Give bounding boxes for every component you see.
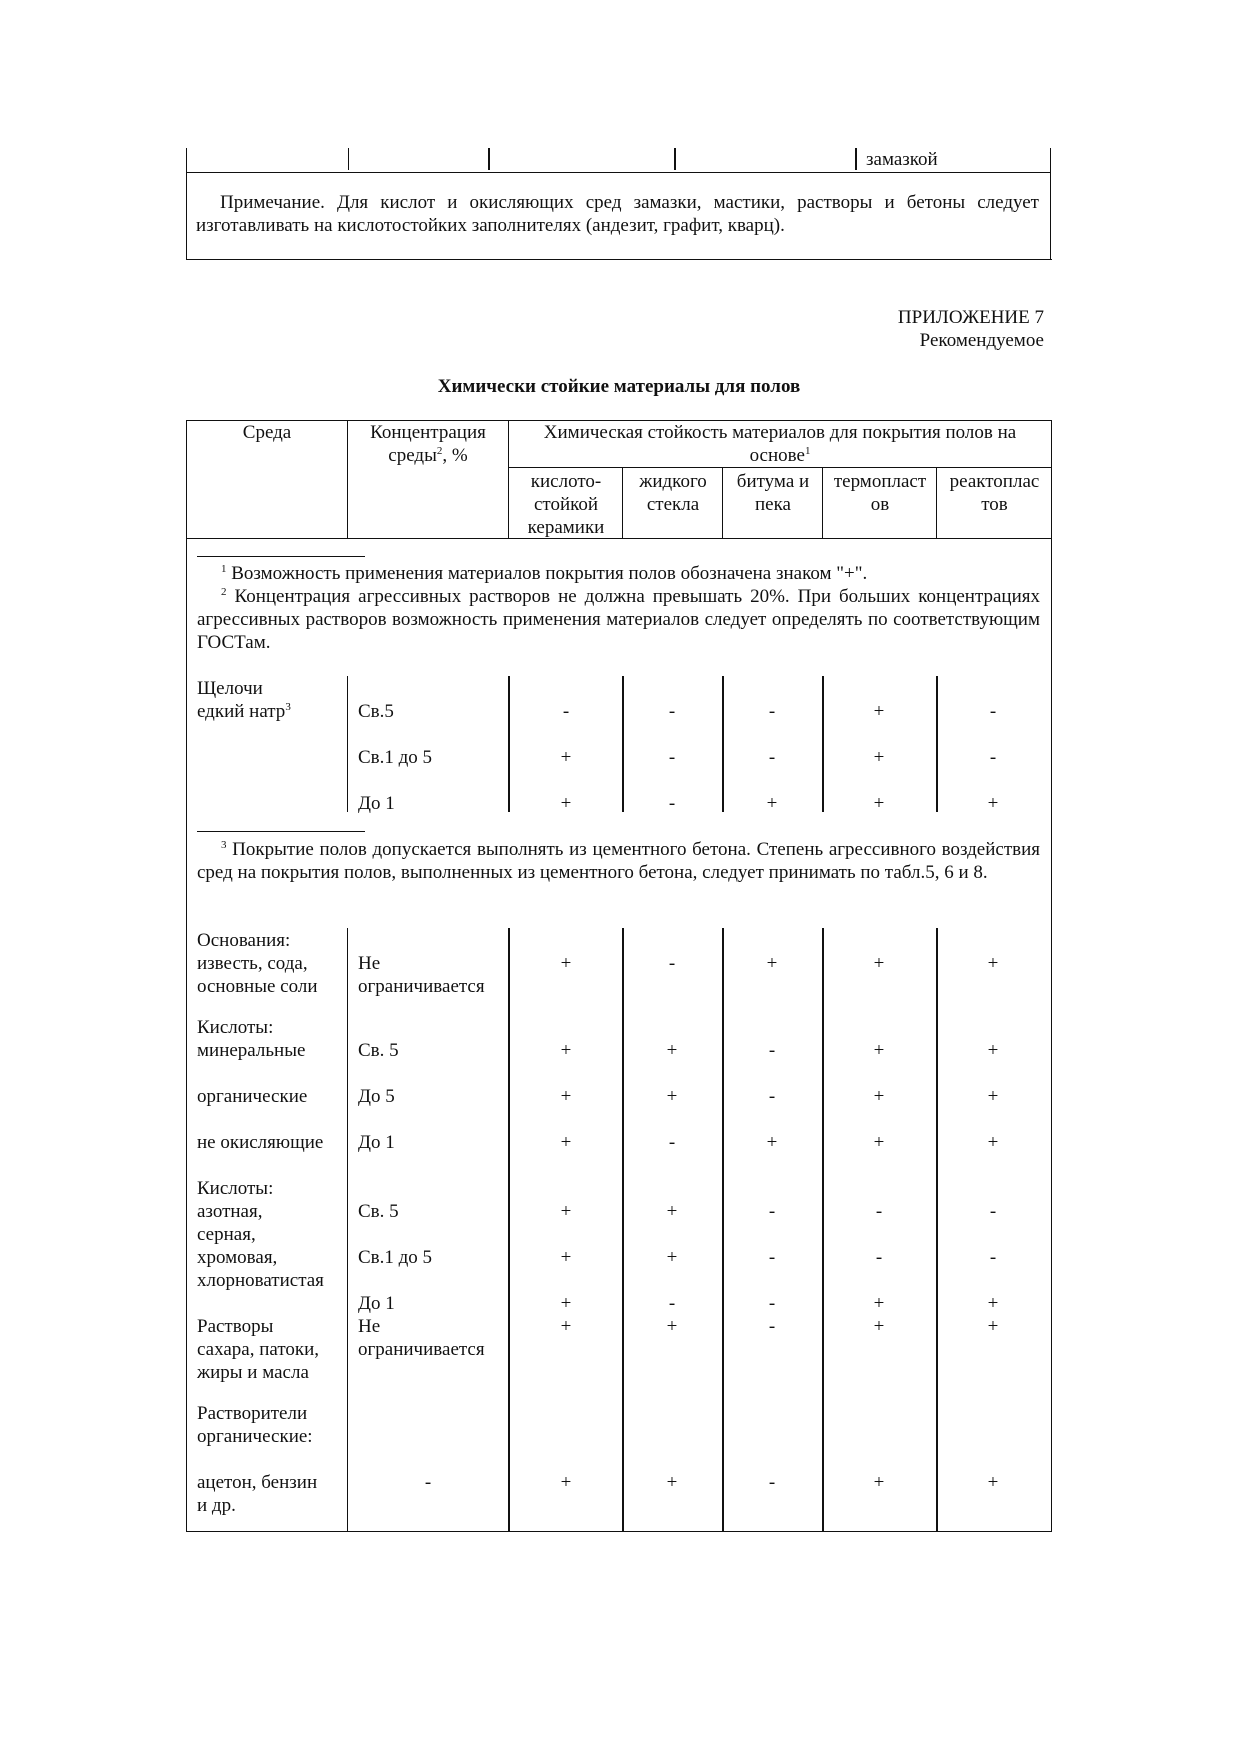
value-cell: + [873, 701, 885, 722]
medium-cell: и др. [197, 1495, 236, 1516]
medium-cell: минеральные [197, 1040, 306, 1061]
value-cell: - [989, 701, 997, 722]
medium-cell: Кислоты: [197, 1017, 274, 1038]
medium-cell: не окисляющие [197, 1132, 324, 1153]
value-cell: + [560, 1086, 572, 1107]
value-cell: - [768, 1201, 776, 1222]
value-cell: + [666, 1316, 678, 1337]
value-cell: + [873, 1132, 885, 1153]
value-cell: + [560, 1472, 572, 1493]
medium-cell: ацетон, бензин [197, 1472, 318, 1493]
conc-cell: Св.1 до 5 [358, 1247, 433, 1268]
footnote-rule [197, 831, 365, 832]
value-cell: + [987, 1132, 999, 1153]
value-cell: + [873, 1086, 885, 1107]
value-cell: - [668, 747, 676, 768]
value-cell: - [875, 1247, 883, 1268]
value-cell: + [666, 1247, 678, 1268]
medium-cell: органические [197, 1086, 308, 1107]
medium-cell: Растворители [197, 1403, 308, 1424]
medium-cell: серная, [197, 1224, 256, 1245]
value-cell: + [873, 747, 885, 768]
value-cell: + [873, 793, 885, 814]
medium-cell: жиры и масла [197, 1362, 309, 1383]
value-cell: - [768, 1293, 776, 1314]
conc-cell: До 1 [358, 1293, 395, 1314]
value-cell: + [987, 1086, 999, 1107]
conc-cell: ограничивается [358, 1339, 485, 1360]
medium-cell: хромовая, [197, 1247, 278, 1268]
value-cell: - [562, 701, 570, 722]
value-cell: + [560, 793, 572, 814]
value-cell: - [768, 701, 776, 722]
value-cell: - [668, 953, 676, 974]
prev-table-note: Примечание. Для кислот и окисляющих сред замазки, мастики, растворы и бетоны следует изготавливать на кислотостойких заполнителях (андезит, графит, кварц). [196, 192, 1039, 236]
value-cell: + [987, 1316, 999, 1337]
value-cell: - [768, 1040, 776, 1061]
conc-cell: Св.1 до 5 [358, 747, 433, 768]
value-cell: + [560, 1316, 572, 1337]
value-cell: + [873, 953, 885, 974]
header-sub-reactoplastics: реактопластов [949, 471, 1040, 515]
value-cell: + [560, 1201, 572, 1222]
value-cell: + [987, 1472, 999, 1493]
conc-cell: До 1 [358, 793, 395, 814]
value-cell: + [987, 953, 999, 974]
footnote-3: $^3$ Покрытие полов допускается выполнять из цементного бетона. Степень агрессивного воздействия сред на покрытия полов, выполненных из цементного бетона, следует принимать по табл.5, 6 и 8. [197, 839, 1040, 883]
header-sub-thermoplastics: термопластов [833, 471, 927, 515]
value-cell: + [987, 1040, 999, 1061]
header-sub-bitumen: битума и пека [736, 471, 810, 515]
value-cell: + [987, 793, 999, 814]
value-cell: + [560, 1132, 572, 1153]
value-cell: - [768, 1472, 776, 1493]
value-cell: + [560, 1293, 572, 1314]
value-cell: - [768, 1316, 776, 1337]
medium-cell: хлорноватистая [197, 1270, 324, 1291]
value-cell: + [560, 1040, 572, 1061]
value-cell: + [560, 747, 572, 768]
value-cell: + [666, 1040, 678, 1061]
header-sub-ceramics: кислото-стойкой керамики [527, 471, 605, 538]
value-cell: + [987, 1293, 999, 1314]
medium-cell: сахара, патоки, [197, 1339, 320, 1360]
value-cell: + [766, 953, 778, 974]
value-cell: + [666, 1086, 678, 1107]
medium-cell: Кислоты: [197, 1178, 274, 1199]
header-sub-glass: жидкого стекла [639, 471, 707, 515]
conc-cell: Св. 5 [358, 1201, 399, 1222]
value-cell: + [560, 1247, 572, 1268]
value-cell: + [766, 793, 778, 814]
medium-cell: Растворы [197, 1316, 274, 1337]
conc-cell: Св. 5 [358, 1040, 399, 1061]
header-concentration: Концентрация среды$^2$, % [370, 422, 486, 466]
conc-cell: Не [358, 1316, 381, 1337]
medium-cell: основные соли [197, 976, 318, 997]
value-cell: + [766, 1132, 778, 1153]
conc-cell: Не [358, 953, 381, 974]
value-cell: - [668, 1132, 676, 1153]
value-cell: + [666, 1201, 678, 1222]
appendix-status: Рекомендуемое [919, 330, 1044, 351]
value-cell: - [989, 1247, 997, 1268]
value-cell: + [873, 1316, 885, 1337]
value-cell: + [560, 953, 572, 974]
conc-cell: - [424, 1472, 432, 1493]
conc-cell: До 1 [358, 1132, 395, 1153]
value-cell: - [768, 1086, 776, 1107]
prev-table-tail-cell: замазкой [866, 149, 938, 170]
header-resistance-group: Химическая стойкость материалов для покрытия полов на основе$^1$ [543, 422, 1017, 466]
medium-cell: известь, сода, [197, 953, 308, 974]
medium-cell: органические: [197, 1426, 313, 1447]
value-cell: + [873, 1040, 885, 1061]
footnote-2: $^2$ Концентрация агрессивных растворов не должна превышать 20%. При больших концентрациях агрессивных растворов возможность применения материалов следует определять по соответствующим ГОСТам. [197, 586, 1041, 653]
value-cell: + [873, 1472, 885, 1493]
value-cell: + [666, 1472, 678, 1493]
value-cell: - [989, 1201, 997, 1222]
value-cell: - [989, 747, 997, 768]
appendix-label: ПРИЛОЖЕНИЕ 7 [897, 307, 1044, 328]
footnote-1: $^1$ Возможность применения материалов покрытия полов обозначена знаком "+". [221, 563, 868, 584]
value-cell: - [668, 793, 676, 814]
value-cell: - [768, 1247, 776, 1268]
value-cell: - [875, 1201, 883, 1222]
medium-cell: азотная, [197, 1201, 263, 1222]
conc-cell: До 5 [358, 1086, 395, 1107]
value-cell: - [668, 701, 676, 722]
conc-cell: ограничивается [358, 976, 485, 997]
header-medium: Среда [242, 422, 292, 443]
medium-cell: Основания: [197, 930, 291, 951]
value-cell: - [668, 1293, 676, 1314]
value-cell: - [768, 747, 776, 768]
page-title: Химически стойкие материалы для полов [437, 376, 801, 397]
footnote-rule [197, 556, 365, 557]
conc-cell: Св.5 [358, 701, 394, 722]
alkali-medium: Щелочи едкий натр$^3$ [197, 678, 291, 722]
value-cell: + [873, 1293, 885, 1314]
